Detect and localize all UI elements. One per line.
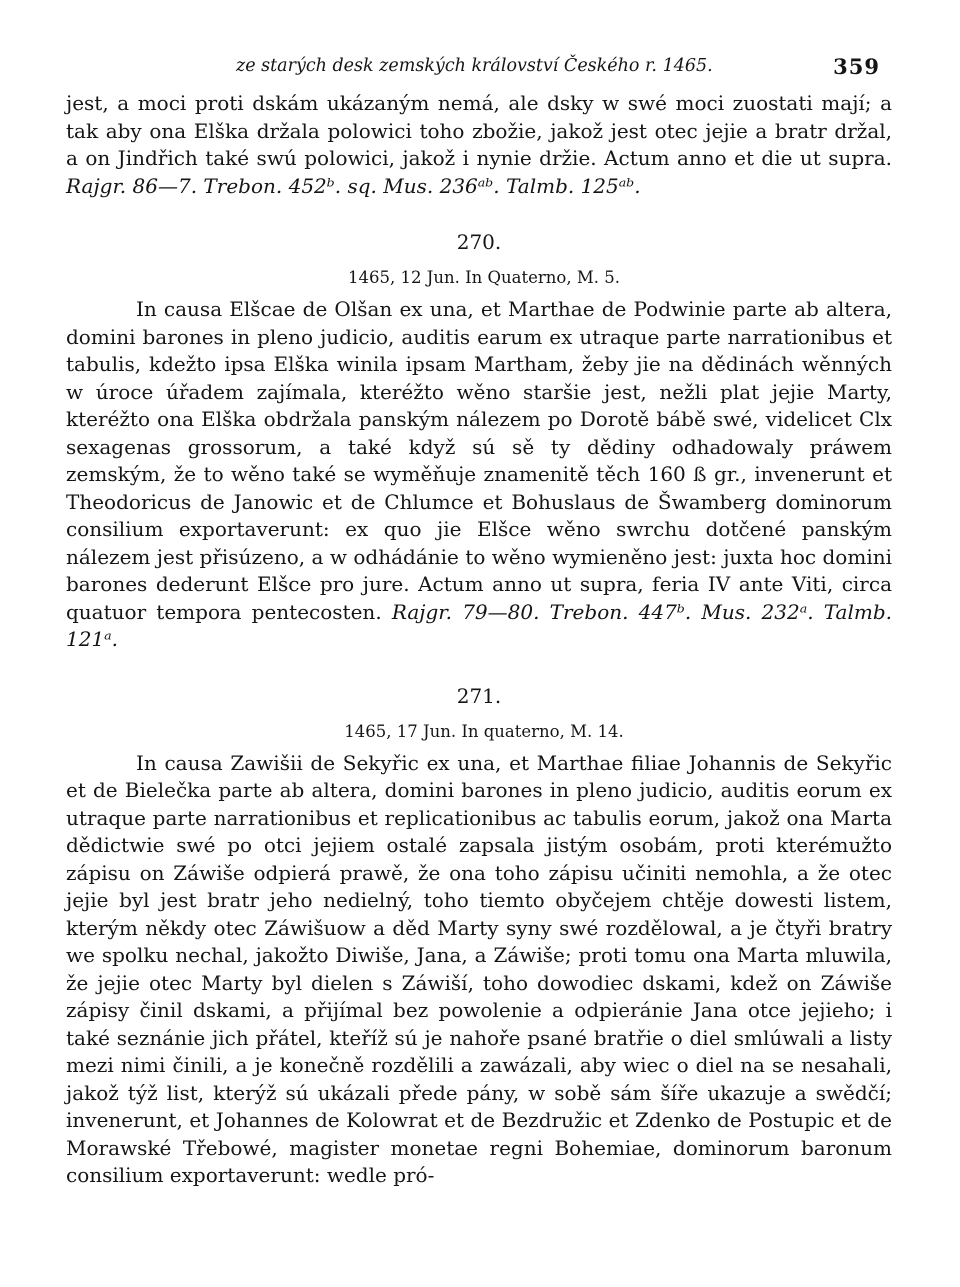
- entry-270-paragraph: [66, 296, 892, 654]
- continued-paragraph: [66, 90, 892, 200]
- page-header: [66, 52, 892, 88]
- document-page: [66, 52, 892, 1190]
- entry-270-references: Rajgr. 79—80. Trebon. 447ᵇ. Mus. 232ᵃ. Talmb. 121ᵃ.: [66, 599, 892, 651]
- continued-references: Rajgr. 86—7. Trebon. 452ᵇ. sq. Mus. 236ᵃᵇ. Talmb. 125ᵃᵇ.: [66, 173, 641, 198]
- entry-270-date: 1465, 12 Jun. In Quaterno, M. 5.: [348, 268, 620, 287]
- continued-text: jest, a moci proti dskám ukázaným nemá, ale dsky w swé moci zuostati mají; a tak aby ona Elška držala polowici toho zbožie, jakož jest otec jejie a bratr držal, a on Jindřich také swú polowici, jakož i nynie držie. Actum anno et die ut supra.: [66, 91, 892, 170]
- entry-271-text: In causa Zawišii de Sekyřic ex una, et Marthae filiae Johannis de Sekyřic et de Bielečka parte ab altera, domini barones in pleno judicio, auditis eorum ex utraque parte narrationibus et replicationibus ac tabulis eorum, jakož ona Marta dědictwie swé po otci jejiem ostalé zapsala jistým osobám, proti kterémužto zápisu on Záwiše odpierá prawě, že ona toho zápisu učiniti nemohla, a že otec jejie byl jest bratr jeho nedielný, toho tiemto obyčejem chtěje dowesti listem, kterým někdy otec Záwišuow a děd Marty syny swé rozdělowal, a je čtyři bratry we spolku nechal, jakožto Diwiše, Jana, a Záwiše; proti tomu ona Marta mluwila, že jejie otec Marty byl dielen s Záwiší, toho dowodiec dskami, kdež on Záwiše zápisy činil dskami, a přijímal bez powolenie a odpieránie Jana otce jejieho; i také seznánie jich přátel, kteříž sú je nahoře psané bratřie o diel smlúwali a listy mezi nimi činili, a je konečně rozdělili a zawázali, aby wiec o diel na se nesahali, jakož týž list, kterýž sú ukázali přede pány, w sobě sám šíře ukazuje a swědčí; invenerunt, et Johannes de Kolowrat et de Bezdružic et Zdenko de Postupic et de Morawské Třebowé, magister monetae regni Bohemiae, dominorum baronum consilium exportaverunt: wedle pró-: [66, 750, 892, 1187]
- page-number: 359: [833, 54, 880, 79]
- entry-270-number: 270.: [456, 230, 502, 254]
- entry-271-paragraph: [66, 750, 892, 1190]
- entry-271-date: 1465, 17 Jun. In quaterno, M. 14.: [344, 721, 624, 741]
- entry-271-number: 271.: [456, 683, 502, 708]
- entry-270-text: In causa Elšcae de Olšan ex una, et Marthae de Podwinie parte ab altera, domini barones in pleno judicio, auditis earum ex utraque parte narrationibus et tabulis, kdežto ipsa Elška winila ipsam Martham, žeby jie na dědinách wěnných w úroce úřadem zajímala, kteréžto wěno staršie jest, nežli plat jejie Marty, kteréžto ona Elška obdržala panským nálezem po Dorotě bábě swé, videlicet Clx sexagenas grossorum, a také když sú sě ty dědiny odhadowaly práwem zemským, že to wěno také se wyměňuje znamenitě těch 160 ß gr., invenerunt et Theodoricus de Janowic et de Chlumce et Bohuslaus de Šwamberg dominorum consilium exportaverunt: ex quo jie Elšce wěno swrchu dotčené panským nálezem jest přisúzeno, a w odhádánie to wěno wymieněno jest: juxta hoc domini barones dederunt Elšce pro jure. Actum anno ut supra, feria IV ante Viti, circa quatuor tempora pentecosten.: [66, 297, 892, 624]
- running-title: ze starých desk zemských království Českého r. 1465.: [236, 56, 713, 76]
